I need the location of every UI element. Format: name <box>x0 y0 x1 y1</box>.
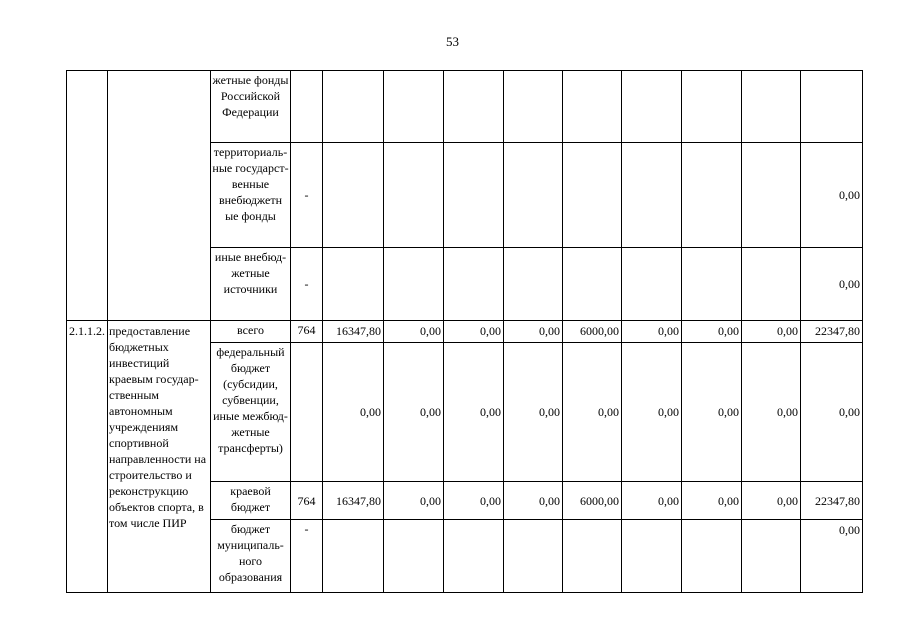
value-cell: 0,00 <box>384 482 444 520</box>
value-cell <box>444 520 504 593</box>
value-cell <box>563 143 622 248</box>
budget-code-cell: - <box>291 143 323 248</box>
table-row <box>67 321 863 343</box>
value-cell: 6000,00 <box>563 321 622 343</box>
budget-table <box>66 70 863 593</box>
value-cell: 16347,80 <box>323 482 384 520</box>
value-cell <box>323 248 384 321</box>
funding-source-cell: всего <box>211 321 291 343</box>
value-cell <box>384 71 444 143</box>
value-cell <box>444 248 504 321</box>
value-cell <box>563 248 622 321</box>
total-cell: 0,00 <box>801 248 863 321</box>
value-cell: 0,00 <box>504 321 563 343</box>
budget-code-cell: 764 <box>291 321 323 343</box>
total-cell: 22347,80 <box>801 482 863 520</box>
value-cell: 0,00 <box>444 343 504 482</box>
total-cell: 0,00 <box>801 343 863 482</box>
value-cell <box>384 248 444 321</box>
value-cell: 0,00 <box>742 482 801 520</box>
value-cell: 0,00 <box>682 321 742 343</box>
value-cell <box>504 71 563 143</box>
value-cell: 0,00 <box>504 482 563 520</box>
total-cell: 0,00 <box>801 143 863 248</box>
value-cell <box>682 248 742 321</box>
value-cell: 0,00 <box>682 482 742 520</box>
total-cell: 0,00 <box>801 520 863 593</box>
funding-source-cell: краевой бюджет <box>211 482 291 520</box>
row-description-cell: предоставление бюджетных инвестиций краевым государ-ственным автономным учреждениям спортивной направленности на строительство и реконструкцию объектов спорта, в том числе ПИР <box>108 321 211 593</box>
value-cell: 0,00 <box>444 482 504 520</box>
value-cell: 6000,00 <box>563 482 622 520</box>
value-cell <box>444 143 504 248</box>
value-cell <box>622 71 682 143</box>
budget-code-cell: - <box>291 248 323 321</box>
budget-code-cell: 764 <box>291 482 323 520</box>
value-cell: 0,00 <box>682 343 742 482</box>
funding-source-cell: бюджет муниципаль-ного образования <box>211 520 291 593</box>
value-cell <box>323 71 384 143</box>
value-cell: 0,00 <box>384 343 444 482</box>
value-cell <box>563 71 622 143</box>
value-cell <box>384 520 444 593</box>
value-cell <box>622 520 682 593</box>
total-cell <box>801 71 863 143</box>
table-row <box>67 71 863 143</box>
value-cell <box>504 143 563 248</box>
funding-source-cell: жетные фонды Российской Федерации <box>211 71 291 143</box>
value-cell <box>682 71 742 143</box>
value-cell: 0,00 <box>504 343 563 482</box>
value-cell: 0,00 <box>384 321 444 343</box>
value-cell: 0,00 <box>742 343 801 482</box>
value-cell <box>682 143 742 248</box>
value-cell <box>384 143 444 248</box>
value-cell: 0,00 <box>742 321 801 343</box>
value-cell <box>504 248 563 321</box>
funding-source-cell: федеральный бюджет (субсидии, субвенции, иные межбюд-жетные трансферты) <box>211 343 291 482</box>
value-cell <box>323 520 384 593</box>
value-cell: 0,00 <box>622 343 682 482</box>
value-cell <box>563 520 622 593</box>
value-cell <box>504 520 563 593</box>
row-code-cell <box>67 71 108 321</box>
value-cell: 0,00 <box>622 321 682 343</box>
value-cell: 0,00 <box>444 321 504 343</box>
value-cell: 0,00 <box>563 343 622 482</box>
value-cell: 0,00 <box>622 482 682 520</box>
value-cell <box>742 71 801 143</box>
value-cell <box>622 248 682 321</box>
value-cell <box>622 143 682 248</box>
funding-source-cell: иные внебюд-жетные источники <box>211 248 291 321</box>
total-cell: 22347,80 <box>801 321 863 343</box>
row-description-cell <box>108 71 211 321</box>
funding-source-cell: территориаль-ные государст-венные внебюджетн ые фонды <box>211 143 291 248</box>
value-cell <box>444 71 504 143</box>
budget-code-cell <box>291 71 323 143</box>
value-cell <box>742 248 801 321</box>
budget-code-cell <box>291 343 323 482</box>
page-number: 53 <box>446 34 459 49</box>
row-code-cell: 2.1.1.2. <box>67 321 108 593</box>
value-cell <box>742 520 801 593</box>
value-cell <box>323 143 384 248</box>
value-cell <box>742 143 801 248</box>
value-cell <box>682 520 742 593</box>
value-cell: 16347,80 <box>323 321 384 343</box>
value-cell: 0,00 <box>323 343 384 482</box>
budget-code-cell: - <box>291 520 323 593</box>
